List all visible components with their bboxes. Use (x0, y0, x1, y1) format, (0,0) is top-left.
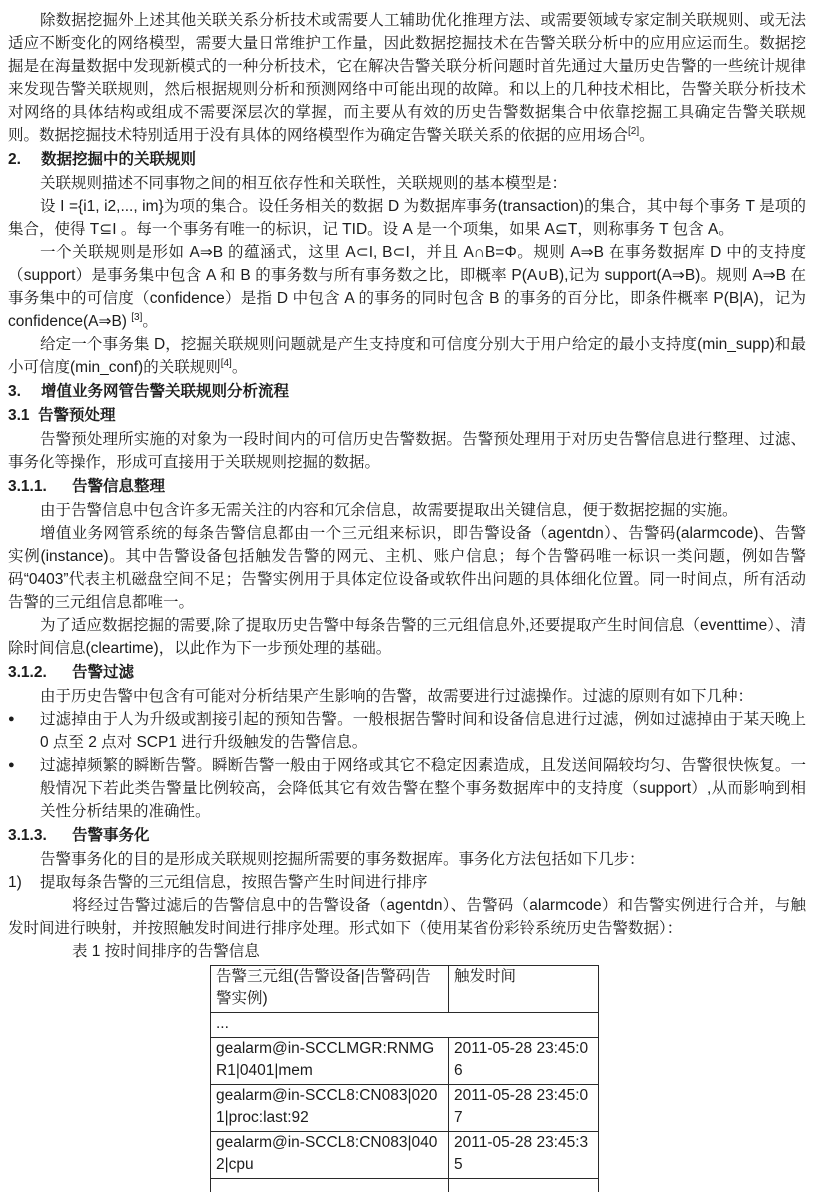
cell-triple: gealarm@in-SCCL8:CN083|0402|cpu (211, 1132, 449, 1179)
paragraph-transaction-intro: 告警事务化的目的是形成关联规则挖掘所需要的事务数据库。事务化方法包括如下几步： (40, 851, 645, 868)
section-title: 告警事务化 (72, 827, 150, 844)
section-number: 3.1.2. (8, 664, 47, 681)
bullet-text: 过滤掉频繁的瞬断告警。瞬断告警一般由于网络或其它不稳定因素造成，且发送间隔较均匀、告警很快恢复。一般情况下若此类告警量比例较高，会降低其它有效告警在整个事务数据库中的支持度（support）,从而影响到相关性分析结果的准确性。 (40, 757, 806, 820)
header-cell-triple: 告警三元组(告警设备|告警码|告警实例) (211, 966, 449, 1013)
paragraph-assoc-rule-intro: 关联规则描述不同事物之间的相互依存性和关联性，关联规则的基本模型是： (40, 175, 568, 192)
paragraph-rule-support-confidence (8, 241, 806, 333)
paragraph-triple-definition: 增值业务网管系统的每条告警信息都由一个三元组来标识，即告警设备（agentdn）、告警码(alarmcode)、告警实例(instance)。其中告警设备包括触发告警的网元、主机、账户信息；每个告警码唯一标识一类问题，例如告警码“0403”代表主机磁盘空间不足；告警实例用于具体定位设备或软件出问题的具体细化位置。同一时间点，所有活动告警的三元组信息都唯一。 (8, 525, 806, 611)
cell-triple (211, 1179, 449, 1192)
paragraph-info-extract: 由于告警信息中包含许多无需关注的内容和冗余信息，故需要提取出关键信息，便于数据挖掘的实施。 (40, 502, 738, 519)
paragraph-filter-intro: 由于历史告警中包含有可能对分析结果产生影响的告警，故需要进行过滤操作。过滤的原则有如下几种： (40, 688, 754, 705)
section-title: 告警信息整理 (72, 478, 166, 495)
section-number: 3.1.3. (8, 827, 47, 844)
section-number: 3.1 (8, 407, 30, 424)
numbered-item-1 (8, 871, 806, 894)
cell-triple: gealarm@in-SCCL8:CN083|0201|proc:last:92 (211, 1085, 449, 1132)
paragraph-time-info: 为了适应数据挖掘的需要,除了提取历史告警中每条告警的三元组信息外,还要提取产生时间信息（eventtime）、清除时间信息(cleartime)，以此作为下一步预处理的基础。 (8, 617, 806, 657)
table-caption: 表 1 按时间排序的告警信息 (72, 943, 260, 960)
table-row (211, 1132, 599, 1179)
cell-time: 2011-05-28 23:45:06 (449, 1038, 599, 1085)
section-title: 告警预处理 (38, 407, 116, 424)
section-heading-3-1-1 (8, 475, 806, 498)
bullet-item-upgrade-filter (8, 708, 806, 754)
citation-ref-3: [3] (131, 311, 143, 323)
paragraph-text: 一个关联规则是形如 A⇒B 的蕴涵式，这里 A⊂I, B⊂I，并且 A∩B=Φ。规则 A⇒B 在事务数据库 D 中的支持度（support）是事务集中包含 A 和 B 的事务数与所有事务数之比，即概率 P(A∪B),记为 support(A⇒B)。规则 A⇒B 在事务集中的可信度（confidence）是指 D 中包含 A 的事务的同时包含 B 的事务的百分比，即条件概率 P(B|A)，记为 confidence(A⇒B) (8, 244, 806, 330)
list-number: 1) (8, 874, 22, 891)
cell-triple: gealarm@in-SCCLMGR:RNMGR1|0401|mem (211, 1038, 449, 1085)
table-row (211, 1038, 599, 1085)
alarm-table (210, 965, 599, 1192)
section-heading-2 (8, 148, 806, 171)
table-header-row (211, 966, 599, 1013)
section-heading-3 (8, 380, 806, 403)
section-number: 2. (8, 151, 21, 168)
paragraph-model-definition: 设 I ={i1, i2,..., im}为项的集合。设任务相关的数据 D 为数据库事务(transaction)的集合，其中每个事务 T 是项的集合，使得 T⊆I 。每一个事务有唯一的标识，记 TID。设 A 是一个项集，如果 A⊆T，则称事务 T 包含 A。 (8, 198, 806, 238)
ellipsis-cell: ... (211, 1013, 599, 1038)
section-title: 告警过滤 (72, 664, 135, 681)
section-number: 3. (8, 383, 21, 400)
cell-time: 2011-05-28 23:45:07 (449, 1085, 599, 1132)
paragraph-step1-detail: 将经过告警过滤后的告警信息中的告警设备（agentdn）、告警码（alarmcode）和告警实例进行合并，与触发时间进行映射，并按照触发时间进行排序处理。形式如下（使用某省份彩铃系统历史告警数据）： (8, 897, 806, 937)
section-title: 数据挖掘中的关联规则 (41, 151, 197, 168)
bullet-icon: ● (8, 759, 15, 771)
paragraph-text: 给定一个事务集 D，挖掘关联规则问题就是产生支持度和可信度分别大于用户给定的最小支持度(min_supp)和最小可信度(min_conf)的关联规则 (8, 336, 806, 376)
header-cell-time: 触发时间 (449, 966, 599, 1013)
cell-time: 2011-05-28 23:45:35 (449, 1132, 599, 1179)
citation-ref-4: [4] (220, 357, 232, 369)
paragraph-tail: 。 (231, 359, 248, 376)
paragraph-data-mining-intro (8, 9, 806, 147)
paragraph-preprocess: 告警预处理所实施的对象为一段时间内的可信历史告警数据。告警预处理用于对历史告警信息进行整理、过滤、事务化等操作，形成可直接用于关联规则挖掘的数据。 (8, 431, 806, 471)
section-heading-3-1-3 (8, 824, 806, 847)
paragraph-mining-problem (8, 333, 806, 379)
table-row-clipped (211, 1179, 599, 1192)
table-row (211, 1085, 599, 1132)
citation-ref-2: [2] (628, 125, 640, 137)
section-heading-3-1 (8, 404, 806, 427)
bullet-icon: ● (8, 713, 15, 725)
paragraph-text: 除数据挖掘外上述其他关联关系分析技术或需要人工辅助优化推理方法、或需要领域专家定制关联规则、或无法适应不断变化的网络模型，需要大量日常维护工作量，因此数据挖掘技术在告警关联分析中的应用应运而生。数据挖掘是在海量数据中发现新模式的一种分析技术，它在解决告警关联分析问题时首先通过大量历史告警的一些统计规律来发现告警关联规则，然后根据规则分析和预测网络中可能出现的故障。和以上的几种技术相比，告警关联分析技术对网络的具体结构或组成不需要深层次的掌握，而主要从有效的历史告警数据集合中依靠挖掘工具确定告警关联规则。数据挖掘技术特别适用于没有具体的网络模型作为确定告警关联关系的依据的应用场合 (8, 12, 806, 144)
paragraph-tail: 。 (142, 313, 158, 330)
cell-time (449, 1179, 599, 1192)
bullet-text: 过滤掉由于人为升级或割接引起的预知告警。一般根据告警时间和设备信息进行过滤，例如过滤掉由于某天晚上 0 点至 2 点对 SCP1 进行升级触发的告警信息。 (40, 711, 806, 751)
section-heading-3-1-2 (8, 661, 806, 684)
paragraph-tail: 。 (639, 127, 655, 144)
bullet-item-transient-filter (8, 754, 806, 823)
section-number: 3.1.1. (8, 478, 47, 495)
list-text: 提取每条告警的三元组信息，按照告警产生时间进行排序 (40, 874, 428, 891)
table-ellipsis-row (211, 1013, 599, 1038)
section-title: 增值业务网管告警关联规则分析流程 (41, 383, 290, 400)
